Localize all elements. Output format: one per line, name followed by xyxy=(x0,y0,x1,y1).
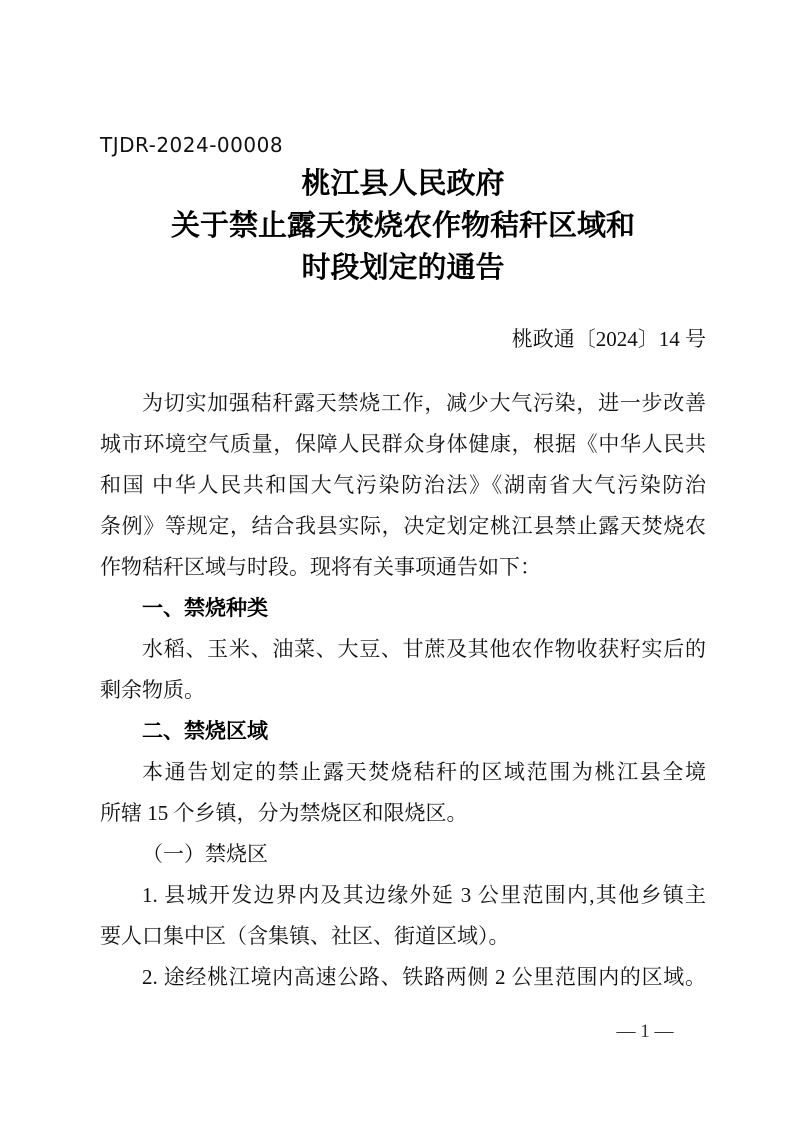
document-title xyxy=(100,163,706,289)
body-line: 城市环境空气质量，保障人民群众身体健康，根据《中华人民共 xyxy=(100,432,706,456)
title-line-2: 关于禁止露天焚烧农作物秸秆区域和 xyxy=(170,210,635,242)
page-number: — 1 — xyxy=(616,1021,674,1042)
document-code: TJDR-2024-00008 xyxy=(100,133,284,157)
body-line: 为切实加强秸秆露天禁烧工作，减少大气污染，进一步改善 xyxy=(142,391,706,415)
section-heading-1: 一、禁烧种类 xyxy=(142,597,268,620)
body-line: 剩余物质。 xyxy=(100,678,205,702)
document-reference-number: 桃政通〔2024〕14 号 xyxy=(511,327,706,351)
body-line: 要人口集中区（含集镇、社区、街道区域）。 xyxy=(100,924,510,948)
body-line: 和国 中华人民共和国大气污染防治法》《湖南省大气污染防治 xyxy=(100,473,706,497)
body-line: 本通告划定的禁止露天焚烧秸秆的区域范围为桃江县全境 xyxy=(142,760,706,784)
document-body xyxy=(100,383,706,998)
body-line: 条例》等规定，结合我县实际，决定划定桃江县禁止露天焚烧农 xyxy=(100,514,706,538)
title-line-1: 桃江县人民政府 xyxy=(301,168,505,200)
subsection-heading: （一）禁烧区 xyxy=(142,842,268,866)
body-line: 所辖 15 个乡镇，分为禁烧区和限烧区。 xyxy=(100,801,468,825)
body-line: 作物秸秆区域与时段。现将有关事项通告如下： xyxy=(100,555,541,579)
body-line: 水稻、玉米、油菜、大豆、甘蔗及其他农作物收获籽实后的 xyxy=(142,637,706,661)
body-line: 1. 县城开发边界内及其边缘外延 3 公里范围内,其他乡镇主 xyxy=(142,883,706,907)
section-heading-2: 二、禁烧区域 xyxy=(142,720,268,743)
body-line: 2. 途经桃江境内高速公路、铁路两侧 2 公里范围内的区域。 xyxy=(142,965,706,989)
title-line-3: 时段划定的通告 xyxy=(301,252,505,284)
